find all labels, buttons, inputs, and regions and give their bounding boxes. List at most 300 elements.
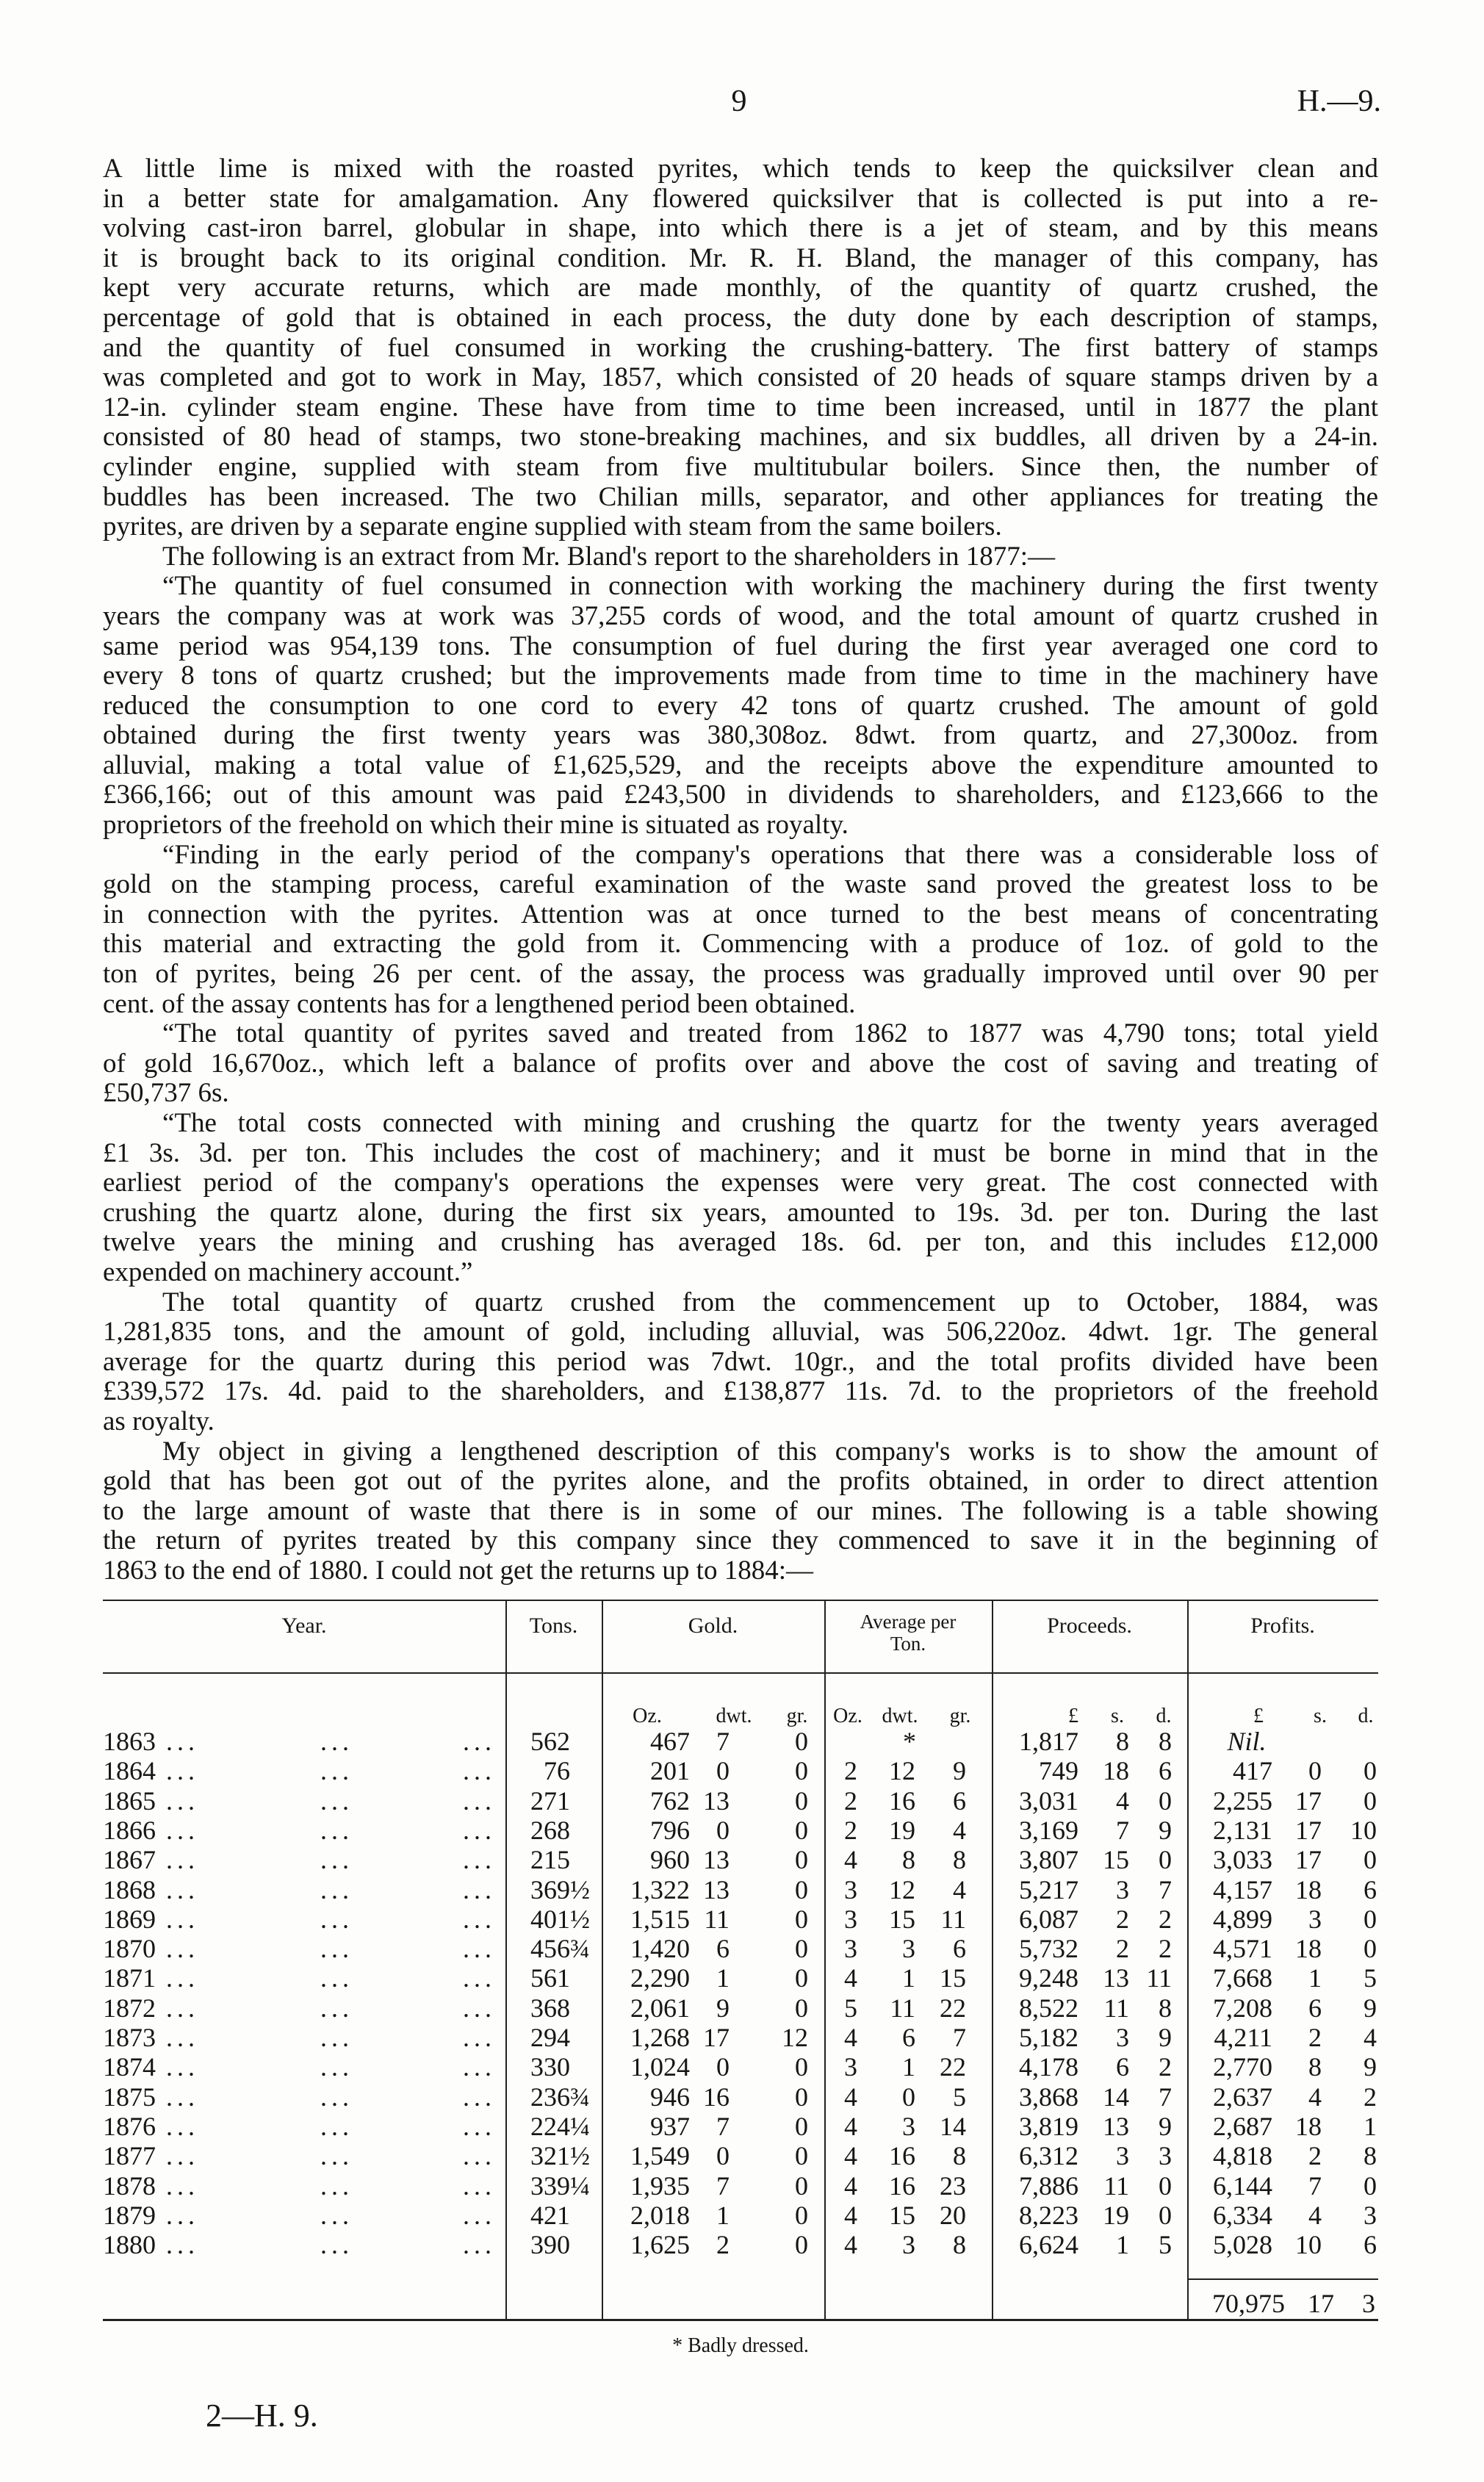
- profits-shillings-cell: 4: [1308, 2082, 1322, 2112]
- paragraph: [103, 572, 1378, 840]
- profits-shillings-cell: 17: [1295, 1786, 1322, 1816]
- proceeds-pence-cell: 9: [1159, 1816, 1172, 1845]
- proceeds-shillings-cell: 6: [1116, 2052, 1129, 2082]
- gold-gr-cell: 0: [795, 1904, 808, 1934]
- profits-pence-cell: 9: [1364, 1993, 1377, 2023]
- profits-shillings-cell: 4: [1308, 2201, 1322, 2230]
- profits-subheader: £: [1253, 1705, 1264, 1727]
- leader-dots: ...: [166, 2201, 199, 2230]
- average-gr-cell: 14: [940, 2112, 966, 2141]
- gold-dwt-cell: 6: [716, 1934, 730, 1963]
- proceeds-pounds-cell: 5,182: [1019, 2023, 1078, 2052]
- proceeds-shillings-cell: 11: [1103, 2171, 1129, 2201]
- text-line: to the large amount of waste that there is in some of our mines. The following is a table showing: [103, 1495, 1378, 1526]
- text-line: same period was 954,139 tons. The consumption of fuel during the first year averaged one cord to: [103, 630, 1378, 661]
- text-line: as royalty.: [103, 1406, 215, 1436]
- leader-dots: ...: [320, 1727, 353, 1756]
- average-oz-cell: 4: [844, 1845, 857, 1874]
- tons-cell: 330: [530, 2052, 570, 2082]
- average-gr-cell: 6: [953, 1934, 966, 1963]
- profits-subheader: s.: [1314, 1705, 1327, 1727]
- average-gr-cell: 8: [953, 2141, 966, 2170]
- profits-pence-cell: 9: [1364, 2052, 1377, 2082]
- leader-dots: ...: [166, 2230, 199, 2259]
- gold-oz-cell: 2,061: [630, 1993, 690, 2023]
- text-line: proprietors of the freehold on which their mine is situated as royalty.: [103, 810, 849, 841]
- profits-pence-cell: 6: [1364, 2230, 1377, 2259]
- table-row: [103, 1845, 1378, 1874]
- proceeds-pounds-cell: 4,178: [1019, 2052, 1078, 2082]
- gold-oz-cell: 796: [650, 1816, 690, 1845]
- proceeds-header: Proceeds.: [1047, 1614, 1132, 1638]
- gold-dwt-cell: 7: [716, 2171, 730, 2201]
- gold-oz-cell: 937: [650, 2112, 690, 2141]
- profits-pence-cell: 1: [1364, 2112, 1377, 2141]
- proceeds-shillings-cell: 8: [1116, 1727, 1129, 1756]
- gold-oz-cell: 1,515: [630, 1904, 690, 1934]
- text-line: “The quantity of fuel consumed in connection with working the machinery during the first twenty: [162, 571, 1378, 602]
- profits-shillings-cell: 3: [1308, 1904, 1322, 1934]
- leader-dots: ...: [463, 1963, 496, 1993]
- profits-shillings-cell: 18: [1295, 1875, 1322, 1904]
- body-text: [103, 154, 1378, 1586]
- gold-dwt-cell: 16: [703, 2082, 730, 2112]
- leader-dots: ...: [463, 1934, 496, 1963]
- text-line: years the company was at work was 37,255 cords of wood, and the total amount of quartz crushed in: [103, 600, 1378, 631]
- gold-oz-cell: 762: [650, 1786, 690, 1816]
- text-line: £50,737 6s.: [103, 1078, 229, 1109]
- text-line: the return of pyrites treated by this company since they commenced to save it in the beginning of: [103, 1525, 1378, 1556]
- proceeds-shillings-cell: 13: [1103, 1963, 1129, 1993]
- table-row: [103, 2082, 1378, 2112]
- proceeds-pence-cell: 0: [1159, 1845, 1172, 1874]
- gold-gr-cell: 0: [795, 2171, 808, 2201]
- leader-dots: ...: [166, 2082, 199, 2112]
- profits-pounds-cell: 2,637: [1213, 2082, 1272, 2112]
- average-dwt-cell: 16: [889, 2171, 915, 2201]
- leader-dots: ...: [166, 1875, 199, 1904]
- profits-pounds-cell: 2,770: [1213, 2052, 1272, 2082]
- average-subheader: dwt.: [882, 1705, 918, 1727]
- text-line: alluvial, making a total value of £1,625,529, and the receipts above the expenditure amounted to: [103, 749, 1378, 780]
- text-line: this material and extracting the gold from it. Commencing with a produce of 1oz. of gold to the: [103, 929, 1378, 960]
- proceeds-shillings-cell: 3: [1116, 2141, 1129, 2170]
- text-line: 12-in. cylinder steam engine. These have from time to time been increased, until in 1877 the plant: [103, 392, 1378, 422]
- profits-pence-cell: 8: [1364, 2141, 1377, 2170]
- profits-pence-cell: 5: [1364, 1963, 1377, 1993]
- average-dwt-cell: 8: [902, 1845, 915, 1874]
- year-cell: 1871: [103, 1963, 156, 1993]
- profits-pounds-cell: 5,028: [1213, 2230, 1272, 2259]
- profits-shillings-cell: 17: [1295, 1816, 1322, 1845]
- gold-gr-cell: 0: [795, 2082, 808, 2112]
- average-dwt-cell: 0: [902, 2082, 915, 2112]
- average-gr-cell: 11: [940, 1904, 966, 1934]
- gold-header: Gold.: [688, 1614, 738, 1638]
- tons-cell: 268: [530, 1816, 570, 1845]
- table-row: [103, 1727, 1378, 1756]
- gold-oz-cell: 1,935: [630, 2171, 690, 2201]
- leader-dots: ...: [463, 2112, 496, 2141]
- tons-cell: 368: [530, 1993, 570, 2023]
- proceeds-subheader: d.: [1156, 1705, 1172, 1727]
- profits-pence-cell: 0: [1364, 1786, 1377, 1816]
- document-reference: H.—9.: [1297, 84, 1381, 118]
- proceeds-pence-cell: 6: [1159, 1756, 1172, 1785]
- gold-dwt-cell: 0: [716, 1756, 730, 1785]
- average-gr-cell: 20: [940, 2201, 966, 2230]
- total-row: [103, 2289, 1378, 2318]
- table-row: [103, 1963, 1378, 1993]
- table-row: [103, 2023, 1378, 2052]
- profits-pounds-cell: 4,571: [1213, 1934, 1272, 1963]
- leader-dots: ...: [463, 1727, 496, 1756]
- tons-cell: 271: [530, 1786, 570, 1816]
- text-line: twelve years the mining and crushing has averaged 18s. 6d. per ton, and this includes £12,000: [103, 1227, 1378, 1258]
- profits-shillings-cell: 7: [1308, 2171, 1322, 2201]
- text-line: crushing the quartz alone, during the first six years, amounted to 19s. 3d. per ton. During the last: [103, 1197, 1378, 1228]
- average-dwt-cell: 15: [889, 1904, 915, 1934]
- profits-note-cell: Nil.: [1227, 1727, 1267, 1756]
- proceeds-pence-cell: 0: [1159, 1786, 1172, 1816]
- average-dwt-cell: 1: [902, 1963, 915, 1993]
- proceeds-shillings-cell: 15: [1103, 1845, 1129, 1874]
- text-line: reduced the consumption to one cord to every 42 tons of quartz crushed. The amount of gold: [103, 690, 1378, 721]
- profits-pence-cell: 6: [1364, 1875, 1377, 1904]
- text-line: expended on machinery account.”: [103, 1256, 473, 1287]
- proceeds-pence-cell: 0: [1159, 2201, 1172, 2230]
- text-line: £1 3s. 3d. per ton. This includes the cost of machinery; and it must be borne in mind that in the: [103, 1137, 1378, 1168]
- proceeds-pounds-cell: 9,248: [1019, 1963, 1078, 1993]
- leader-dots: ...: [463, 1845, 496, 1874]
- gold-gr-cell: 0: [795, 1875, 808, 1904]
- year-cell: 1874: [103, 2052, 156, 2082]
- gold-dwt-cell: 13: [703, 1845, 730, 1874]
- profits-shillings-cell: 6: [1308, 1993, 1322, 2023]
- leader-dots: ...: [320, 2141, 353, 2170]
- leader-dots: ...: [166, 1786, 199, 1816]
- leader-dots: ...: [320, 2201, 353, 2230]
- gold-oz-cell: 1,420: [630, 1934, 690, 1963]
- average-gr-cell: 8: [953, 1845, 966, 1874]
- text-line: pyrites, are driven by a separate engine supplied with steam from the same boilers.: [103, 511, 1002, 542]
- text-line: cylinder engine, supplied with steam from five multitubular boilers. Since then, the number of: [103, 451, 1378, 482]
- text-line: was completed and got to work in May, 1857, which consisted of 20 heads of square stamps driven by a: [103, 362, 1378, 393]
- text-line: consisted of 80 head of stamps, two stone-breaking machines, and six buddles, all driven by a 24-in.: [103, 422, 1378, 453]
- proceeds-shillings-cell: 18: [1103, 1756, 1129, 1785]
- profits-shillings-cell: 18: [1295, 1934, 1322, 1963]
- proceeds-shillings-cell: 3: [1116, 2023, 1129, 2052]
- total-rule: [1187, 2278, 1378, 2280]
- leader-dots: ...: [463, 1756, 496, 1785]
- year-header: Year.: [281, 1614, 327, 1638]
- paragraph: [103, 542, 1378, 572]
- year-cell: 1872: [103, 1993, 156, 2023]
- proceeds-pounds-cell: 3,807: [1019, 1845, 1078, 1874]
- table-row: [103, 1816, 1378, 1845]
- leader-dots: ...: [463, 1816, 496, 1845]
- leader-dots: ...: [166, 1934, 199, 1963]
- gold-dwt-cell: 7: [716, 2112, 730, 2141]
- proceeds-shillings-cell: 14: [1103, 2082, 1129, 2112]
- year-cell: 1879: [103, 2201, 156, 2230]
- profits-pounds-cell: 2,255: [1213, 1786, 1272, 1816]
- gold-dwt-cell: 1: [716, 2201, 730, 2230]
- text-line: “Finding in the early period of the company's operations that there was a considerable loss of: [162, 839, 1378, 870]
- paragraph: [103, 841, 1378, 1020]
- year-cell: 1869: [103, 1904, 156, 1934]
- average-oz-cell: 2: [844, 1756, 857, 1785]
- gold-oz-cell: 1,549: [630, 2141, 690, 2170]
- gold-gr-cell: 0: [795, 1816, 808, 1845]
- proceeds-pounds-cell: 1,817: [1019, 1727, 1078, 1756]
- profits-pence-cell: 2: [1364, 2082, 1377, 2112]
- table-row: [103, 2230, 1378, 2259]
- average-dwt-cell: 16: [889, 2141, 915, 2170]
- table-row: [103, 2141, 1378, 2170]
- leader-dots: ...: [463, 2171, 496, 2201]
- text-line: percentage of gold that is obtained in each process, the duty done by each description of stamps,: [103, 302, 1378, 333]
- proceeds-pence-cell: 5: [1159, 2230, 1172, 2259]
- leader-dots: ...: [166, 2141, 199, 2170]
- proceeds-pounds-cell: 8,223: [1019, 2201, 1078, 2230]
- text-line: 1863 to the end of 1880. I could not get the returns up to 1884:—: [103, 1555, 813, 1586]
- gold-subheader: Oz.: [633, 1705, 662, 1727]
- leader-dots: ...: [320, 1963, 353, 1993]
- average-gr-cell: 22: [940, 1993, 966, 2023]
- proceeds-pence-cell: 2: [1159, 1934, 1172, 1963]
- leader-dots: ...: [166, 1816, 199, 1845]
- gold-gr-cell: 0: [795, 2201, 808, 2230]
- proceeds-pounds-cell: 3,819: [1019, 2112, 1078, 2141]
- table-row: [103, 1904, 1378, 1934]
- tons-cell: 236¾: [530, 2082, 590, 2112]
- profits-shillings-cell: 0: [1308, 1756, 1322, 1785]
- proceeds-pence-cell: 3: [1159, 2141, 1172, 2170]
- profits-pounds-cell: 6,144: [1213, 2171, 1272, 2201]
- paragraph: [103, 1288, 1378, 1437]
- year-cell: 1876: [103, 2112, 156, 2141]
- gold-oz-cell: 201: [650, 1756, 690, 1785]
- leader-dots: ...: [320, 2082, 353, 2112]
- gold-gr-cell: 0: [795, 1934, 808, 1963]
- text-line: it is brought back to its original condition. Mr. R. H. Bland, the manager of this company, has: [103, 242, 1378, 273]
- text-line: cent. of the assay contents has for a lengthened period been obtained.: [103, 988, 856, 1019]
- leader-dots: ...: [463, 1875, 496, 1904]
- average-dwt-cell: 19: [889, 1816, 915, 1845]
- gold-dwt-cell: 0: [716, 2141, 730, 2170]
- average-gr-cell: 8: [953, 2230, 966, 2259]
- gold-oz-cell: 960: [650, 1845, 690, 1874]
- average-oz-cell: 4: [844, 2141, 857, 2170]
- text-line: £339,572 17s. 4d. paid to the shareholders, and £138,877 11s. 7d. to the proprietors of the freehold: [103, 1376, 1378, 1407]
- proceeds-shillings-cell: 1: [1116, 2230, 1129, 2259]
- leader-dots: ...: [463, 2141, 496, 2170]
- average-oz-cell: 3: [844, 1934, 857, 1963]
- tons-cell: 224¼: [530, 2112, 590, 2141]
- profits-shillings-cell: 1: [1308, 1963, 1322, 1993]
- profits-header: Profits.: [1250, 1614, 1315, 1638]
- average-oz-cell: 3: [844, 1875, 857, 1904]
- table-row: [103, 2201, 1378, 2230]
- profits-shillings-cell: 17: [1295, 1845, 1322, 1874]
- proceeds-pounds-cell: 3,868: [1019, 2082, 1078, 2112]
- gold-oz-cell: 1,322: [630, 1875, 690, 1904]
- proceeds-pounds-cell: 3,169: [1019, 1816, 1078, 1845]
- year-cell: 1866: [103, 1816, 156, 1845]
- tons-cell: 321½: [530, 2141, 590, 2170]
- proceeds-pounds-cell: 8,522: [1019, 1993, 1078, 2023]
- average-oz-cell: 4: [844, 1963, 857, 1993]
- profits-pence-cell: 3: [1364, 2201, 1377, 2230]
- profits-pounds-cell: 4,157: [1213, 1875, 1272, 1904]
- average-dwt-cell: 15: [889, 2201, 915, 2230]
- gold-gr-cell: 0: [795, 1727, 808, 1756]
- leader-dots: ...: [320, 1904, 353, 1934]
- text-line: average for the quartz during this period was 7dwt. 10gr., and the total profits divided have been: [103, 1346, 1378, 1377]
- average-dwt-cell: 16: [889, 1786, 915, 1816]
- profits-shillings-cell: 2: [1308, 2141, 1322, 2170]
- total-profits-pence-cell: 3: [1362, 2289, 1375, 2318]
- leader-dots: ...: [463, 2023, 496, 2052]
- tons-cell: 401½: [530, 1904, 590, 1934]
- leader-dots: ...: [320, 2171, 353, 2201]
- table-footnote: * Badly dressed.: [672, 2334, 809, 2357]
- proceeds-shillings-cell: 2: [1116, 1934, 1129, 1963]
- proceeds-pounds-cell: 6,312: [1019, 2141, 1078, 2170]
- average-dwt-cell: 1: [902, 2052, 915, 2082]
- gold-dwt-cell: 0: [716, 1816, 730, 1845]
- leader-dots: ...: [166, 2112, 199, 2141]
- profits-subheader: d.: [1358, 1705, 1374, 1727]
- profits-pence-cell: 4: [1364, 2023, 1377, 2052]
- profits-pence-cell: 0: [1364, 1756, 1377, 1785]
- table-row: [103, 1786, 1378, 1816]
- table-row: [103, 2052, 1378, 2082]
- text-line: of gold 16,670oz., which left a balance of profits over and above the cost of saving and treating of: [103, 1048, 1378, 1079]
- proceeds-pence-cell: 11: [1146, 1963, 1172, 1993]
- average-oz-cell: 4: [844, 2082, 857, 2112]
- text-line: and the quantity of fuel consumed in working the crushing-battery. The first battery of stamps: [103, 332, 1378, 363]
- page-number: 9: [731, 84, 747, 118]
- average-subheader: gr.: [949, 1705, 971, 1727]
- profits-pounds-cell: 3,033: [1213, 1845, 1272, 1874]
- text-line: earliest period of the company's operations the expenses were very great. The cost connected with: [103, 1168, 1378, 1198]
- text-line: buddles has been increased. The two Chilian mills, separator, and other appliances for treating the: [103, 481, 1378, 512]
- text-line: in a better state for amalgamation. Any flowered quicksilver that is collected is put into a re-: [103, 183, 1378, 214]
- proceeds-pence-cell: 8: [1159, 1993, 1172, 2023]
- average-gr-cell: 5: [953, 2082, 966, 2112]
- profits-pence-cell: 0: [1364, 1845, 1377, 1874]
- proceeds-shillings-cell: 7: [1116, 1816, 1129, 1845]
- text-line: ton of pyrites, being 26 per cent. of the assay, the process was gradually improved until over 90 per: [103, 959, 1378, 990]
- leader-dots: ...: [166, 2023, 199, 2052]
- tons-cell: 369½: [530, 1875, 590, 1904]
- proceeds-pence-cell: 7: [1159, 2082, 1172, 2112]
- average-oz-cell: 5: [844, 1993, 857, 2023]
- profits-pounds-cell: 2,131: [1213, 1816, 1272, 1845]
- year-cell: 1880: [103, 2230, 156, 2259]
- average-gr-cell: 15: [940, 1963, 966, 1993]
- tons-cell: 561: [530, 1963, 570, 1993]
- text-line: volving cast-iron barrel, globular in shape, into which there is a jet of steam, and by this means: [103, 213, 1378, 244]
- leader-dots: ...: [166, 1993, 199, 2023]
- text-line: The total quantity of quartz crushed from the commencement up to October, 1884, was: [162, 1287, 1378, 1317]
- year-cell: 1870: [103, 1934, 156, 1963]
- profits-pounds-cell: 2,687: [1213, 2112, 1272, 2141]
- profits-pence-cell: 0: [1364, 2171, 1377, 2201]
- gold-dwt-cell: 17: [703, 2023, 730, 2052]
- average-dwt-cell: 6: [902, 2023, 915, 2052]
- year-cell: 1877: [103, 2141, 156, 2170]
- leader-dots: ...: [166, 2171, 199, 2201]
- gold-oz-cell: 1,268: [630, 2023, 690, 2052]
- leader-dots: ...: [463, 1993, 496, 2023]
- proceeds-pence-cell: 2: [1159, 2052, 1172, 2082]
- leader-dots: ...: [320, 1845, 353, 1874]
- average-oz-cell: 3: [844, 1904, 857, 1934]
- average-per-ton-header: Average per Ton.: [860, 1611, 957, 1655]
- average-dwt-cell: 3: [902, 2112, 915, 2141]
- gold-dwt-cell: 13: [703, 1786, 730, 1816]
- profits-pence-cell: 0: [1364, 1904, 1377, 1934]
- average-gr-cell: 7: [953, 2023, 966, 2052]
- leader-dots: ...: [320, 1816, 353, 1845]
- sheet-signature: 2—H. 9.: [206, 2398, 318, 2434]
- leader-dots: ...: [320, 1875, 353, 1904]
- tons-cell: 390: [530, 2230, 570, 2259]
- profits-pence-cell: 0: [1364, 1934, 1377, 1963]
- average-gr-cell: 4: [953, 1816, 966, 1845]
- leader-dots: ...: [463, 2230, 496, 2259]
- gold-gr-cell: 0: [795, 2052, 808, 2082]
- leader-dots: ...: [320, 2052, 353, 2082]
- tons-cell: 562: [530, 1727, 570, 1756]
- year-cell: 1873: [103, 2023, 156, 2052]
- leader-dots: ...: [320, 1934, 353, 1963]
- average-oz-cell: 4: [844, 2112, 857, 2141]
- gold-oz-cell: 1,024: [630, 2052, 690, 2082]
- text-line: gold that has been got out of the pyrites alone, and the profits obtained, in order to direct attention: [103, 1466, 1378, 1497]
- profits-pounds-cell: 4,818: [1213, 2141, 1272, 2170]
- proceeds-shillings-cell: 3: [1116, 1875, 1129, 1904]
- leader-dots: ...: [320, 2023, 353, 2052]
- profits-pounds-cell: 417: [1233, 1756, 1272, 1785]
- average-oz-cell: 2: [844, 1786, 857, 1816]
- average-oz-cell: 3: [844, 2052, 857, 2082]
- leader-dots: ...: [463, 2201, 496, 2230]
- gold-oz-cell: 467: [650, 1727, 690, 1756]
- gold-gr-cell: 0: [795, 1845, 808, 1874]
- year-cell: 1864: [103, 1756, 156, 1785]
- profits-pence-cell: 10: [1350, 1816, 1377, 1845]
- proceeds-shillings-cell: 2: [1116, 1904, 1129, 1934]
- leader-dots: ...: [166, 1963, 199, 1993]
- text-line: The following is an extract from Mr. Bland's report to the shareholders in 1877:—: [162, 541, 1056, 572]
- gold-oz-cell: 1,625: [630, 2230, 690, 2259]
- gold-dwt-cell: 1: [716, 1963, 730, 1993]
- average-dwt-cell: 12: [889, 1875, 915, 1904]
- leader-dots: ...: [320, 2112, 353, 2141]
- average-dwt-cell: 3: [902, 2230, 915, 2259]
- proceeds-shillings-cell: 11: [1103, 1993, 1129, 2023]
- text-line: “The total quantity of pyrites saved and treated from 1862 to 1877 was 4,790 tons; total yield: [162, 1018, 1378, 1049]
- leader-dots: ...: [166, 1727, 199, 1756]
- year-cell: 1867: [103, 1845, 156, 1874]
- average-dwt-cell: 11: [890, 1993, 915, 2023]
- gold-dwt-cell: 11: [704, 1904, 730, 1934]
- gold-oz-cell: 946: [650, 2082, 690, 2112]
